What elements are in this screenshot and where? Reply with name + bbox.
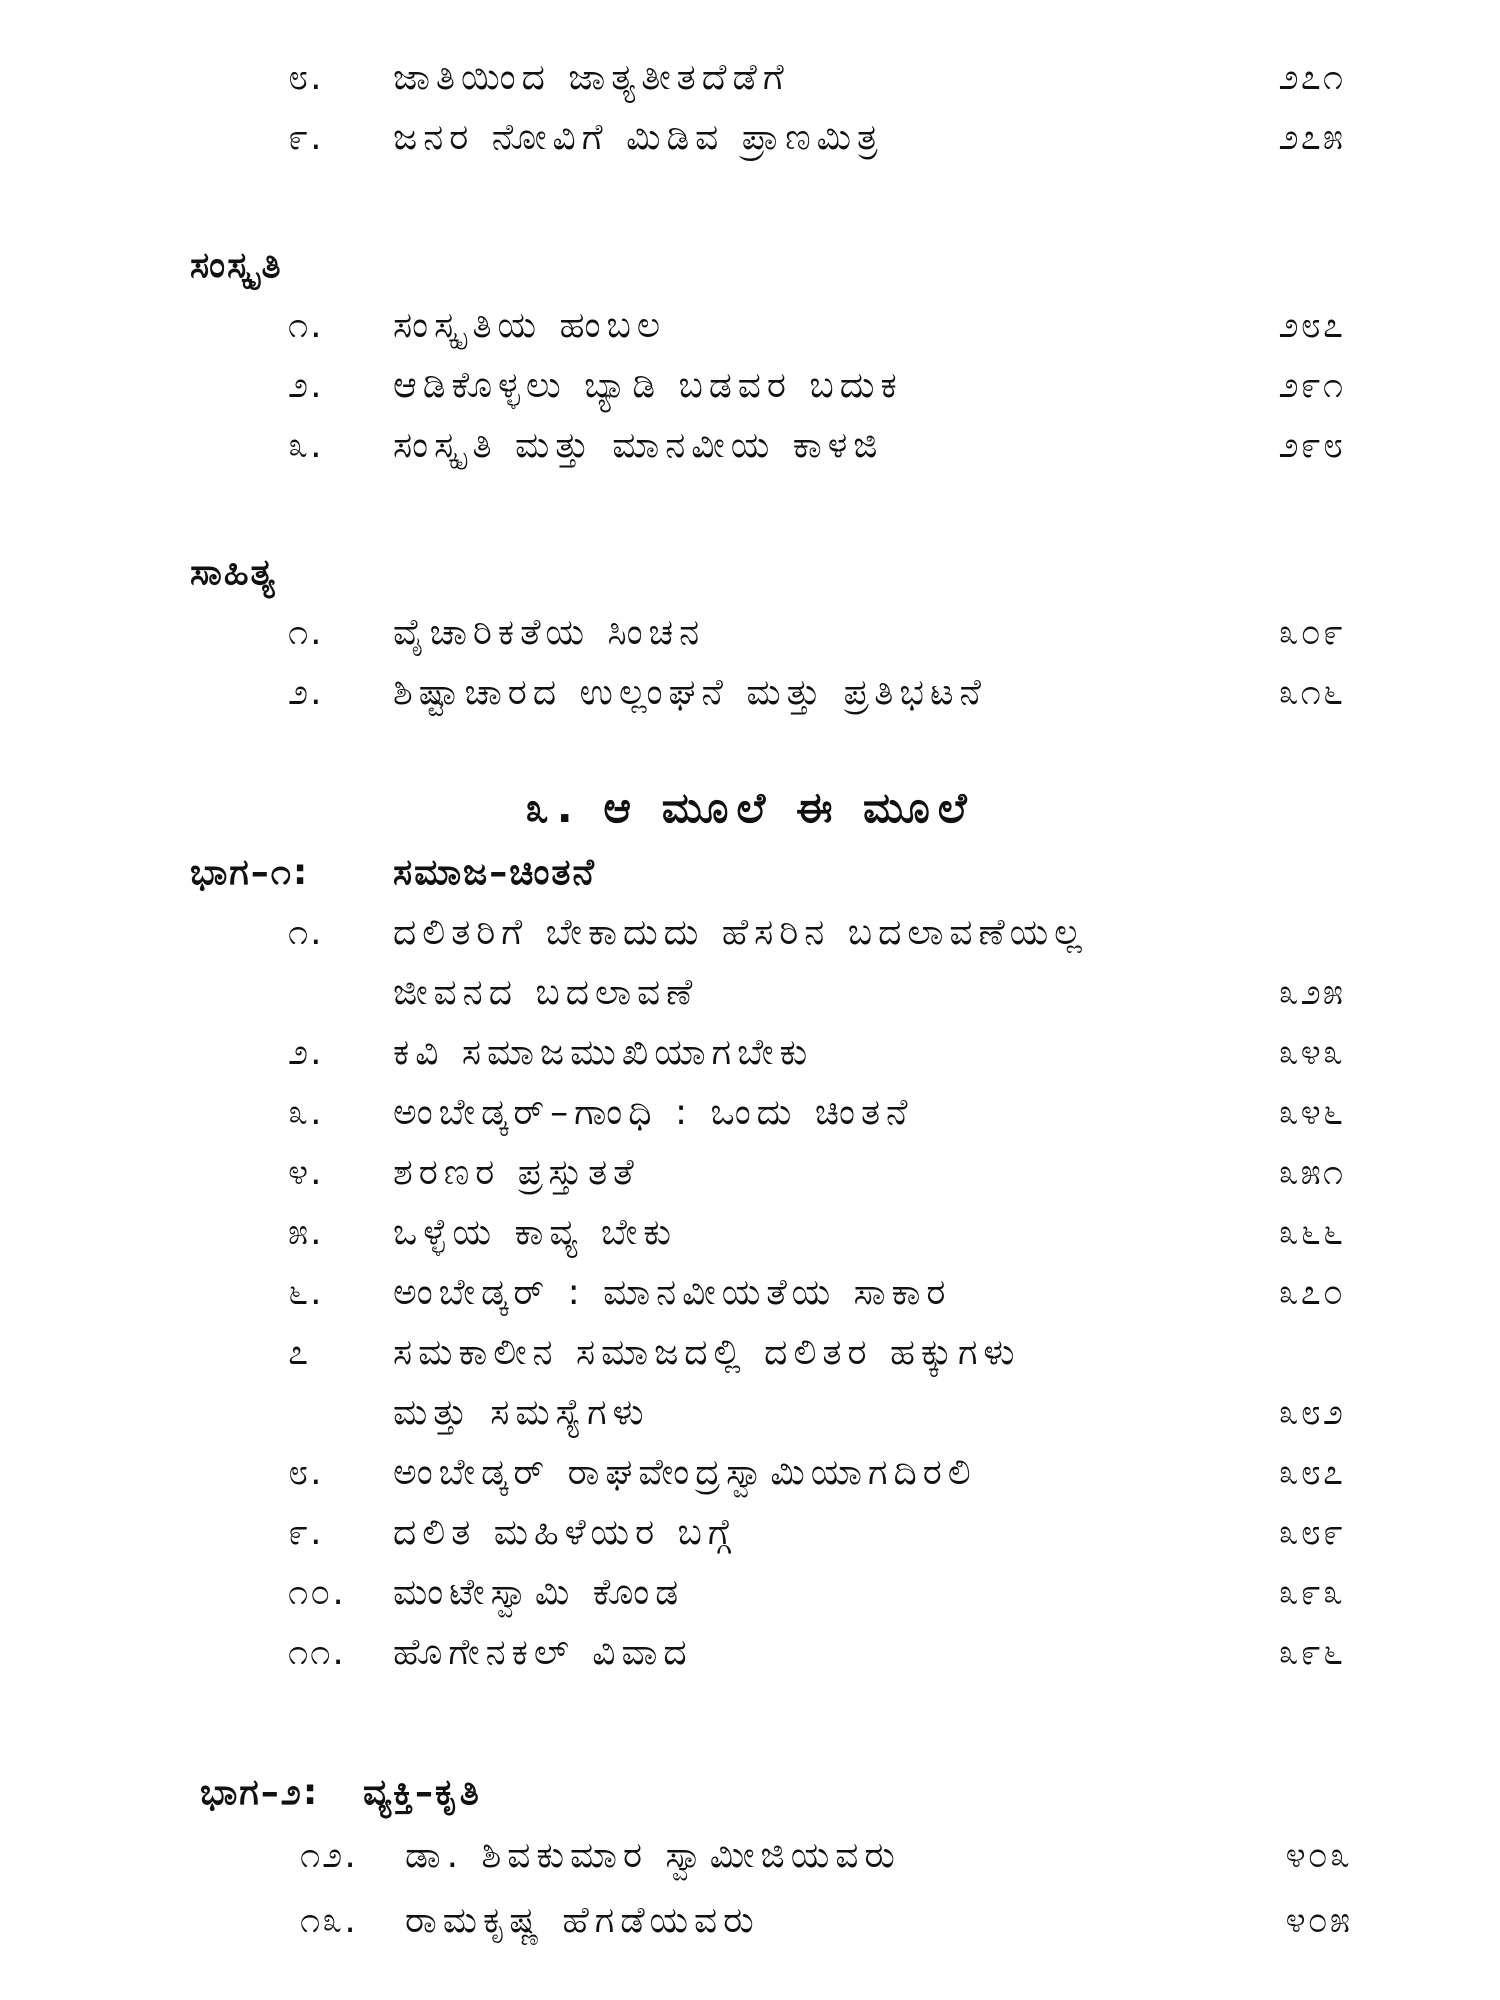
part-label: ಭಾಗ–೧:	[190, 852, 310, 893]
entry-number: ೨.	[288, 672, 324, 713]
entry-page-number: ೪೦೩	[1285, 1835, 1352, 1876]
toc-entry	[0, 1205, 1500, 1261]
entry-number: ೧೩.	[300, 1900, 358, 1941]
toc-entry	[0, 1893, 1500, 1949]
toc-entry	[0, 1385, 1500, 1441]
entry-title: ಜೀವನದ ಬದಲಾವಣೆ	[393, 972, 699, 1013]
toc-entry	[0, 50, 1500, 106]
entry-page-number: ೩೪೬	[1278, 1092, 1345, 1133]
toc-entry	[0, 1025, 1500, 1081]
toc-entry	[0, 110, 1500, 166]
entry-number: ೭	[288, 1332, 311, 1373]
entry-page-number: ೩೮೭	[1278, 1452, 1345, 1493]
entry-title: ಸಂಸ್ಕೃತಿಯ ಹಂಬಲ	[393, 305, 667, 346]
entry-title: ಆಡಿಕೊಳ್ಳಲು ಬ್ಯಾಡಿ ಬಡವರ ಬದುಕ	[393, 365, 903, 406]
entry-title: ಮತ್ತು ಸಮಸ್ಯೆಗಳು	[393, 1392, 650, 1433]
entry-page-number: ೩೨೫	[1278, 972, 1345, 1013]
entry-number: ೬.	[288, 1272, 324, 1313]
toc-entry	[0, 605, 1500, 661]
entry-page-number: ೩೦೯	[1278, 612, 1345, 653]
toc-entry	[0, 1085, 1500, 1141]
part-label: ಭಾಗ–೨:	[200, 1772, 320, 1813]
entry-page-number: ೩೬೬	[1278, 1212, 1345, 1253]
toc-entry	[0, 965, 1500, 1021]
part-heading	[0, 1765, 1500, 1821]
entry-number: ೪.	[288, 1152, 324, 1193]
entry-page-number: ೩೯೬	[1278, 1632, 1345, 1673]
entry-page-number: ೩೯೩	[1278, 1572, 1345, 1613]
entry-number: ೧೧.	[288, 1632, 346, 1673]
entry-title: ಶರಣರ ಪ್ರಸ್ತುತತೆ	[393, 1152, 640, 1193]
entry-page-number: ೪೦೫	[1285, 1900, 1352, 1941]
entry-title: ಕವಿ ಸಮಾಜಮುಖಿಯಾಗಬೇಕು	[393, 1032, 814, 1073]
entry-page-number: ೨೯೮	[1278, 425, 1345, 466]
entry-page-number: ೩೧೬	[1278, 672, 1345, 713]
entry-title: ಅಂಬೇಡ್ಕರ್ ರಾಘವೇಂದ್ರಸ್ವಾಮಿಯಾಗದಿರಲಿ	[393, 1452, 977, 1493]
entry-number: ೧.	[288, 305, 324, 346]
entry-number: ೫.	[288, 1212, 324, 1253]
toc-entry	[0, 418, 1500, 474]
entry-number: ೨.	[288, 1032, 324, 1073]
toc-entry	[0, 1625, 1500, 1681]
entry-title: ಒಳ್ಳೆಯ ಕಾವ್ಯ ಬೇಕು	[393, 1212, 677, 1253]
entry-page-number: ೩೮೯	[1278, 1512, 1345, 1553]
entry-title: ಜಾತಿಯಿಂದ ಜಾತ್ಯತೀತದೆಡೆಗೆ	[393, 57, 790, 98]
entry-number: ೯.	[288, 117, 324, 158]
entry-page-number: ೨೮೭	[1278, 305, 1345, 346]
toc-entry	[0, 358, 1500, 414]
entry-title: ಹೊಗೇನಕಲ್ ವಿವಾದ	[393, 1632, 693, 1673]
entry-number: ೮.	[288, 57, 324, 98]
entry-title: ರಾಮಕೃಷ್ಣ ಹೆಗಡೆಯವರು	[405, 1900, 760, 1941]
entry-number: ೩.	[288, 425, 324, 466]
entry-title: ದಲಿತರಿಗೆ ಬೇಕಾದುದು ಹೆಸರಿನ ಬದಲಾವಣೆಯಲ್ಲ	[393, 912, 1088, 953]
entry-page-number: ೩೭೦	[1278, 1272, 1345, 1313]
toc-entry	[0, 1828, 1500, 1884]
entry-number: ೮.	[288, 1452, 324, 1493]
entry-page-number: ೨೯೧	[1278, 365, 1345, 406]
entry-title: ಶಿಷ್ಟಾಚಾರದ ಉಲ್ಲಂಘನೆ ಮತ್ತು ಪ್ರತಿಭಟನೆ	[393, 672, 987, 713]
toc-entry	[0, 1145, 1500, 1201]
toc-entry	[0, 1325, 1500, 1381]
entry-title: ಮಂಟೇಸ್ವಾಮಿ ಕೊಂಡ	[393, 1572, 685, 1613]
toc-entry	[0, 1505, 1500, 1561]
entry-number: ೩.	[288, 1092, 324, 1133]
entry-number: ೨.	[288, 365, 324, 406]
entry-title: ಅಂಬೇಡ್ಕರ್ : ಮಾನವೀಯತೆಯ ಸಾಕಾರ	[393, 1272, 952, 1313]
entry-page-number: ೨೭೧	[1278, 57, 1345, 98]
toc-entry	[0, 1265, 1500, 1321]
part-title: ಸಮಾಜ–ಚಿಂತನೆ	[393, 852, 596, 893]
entry-page-number: ೩೪೩	[1278, 1032, 1345, 1073]
entry-page-number: ೩೫೧	[1278, 1152, 1345, 1193]
entry-number: ೧.	[288, 612, 324, 653]
entry-number: ೧೦.	[288, 1572, 346, 1613]
section-heading: ಸಂಸ್ಕೃತಿ	[190, 245, 283, 286]
entry-number: ೧.	[288, 912, 324, 953]
toc-entry	[0, 298, 1500, 354]
section-heading: ಸಾಹಿತ್ಯ	[190, 552, 277, 593]
toc-entry	[0, 665, 1500, 721]
entry-number: ೧೨.	[300, 1835, 358, 1876]
chapter-heading: ೩. ಆ ಮೂಲೆ ಈ ಮೂಲೆ	[525, 783, 975, 832]
toc-entry	[0, 1445, 1500, 1501]
entry-title: ಅಂಬೇಡ್ಕರ್–ಗಾಂಧಿ : ಒಂದು ಚಿಂತನೆ	[393, 1092, 914, 1133]
entry-page-number: ೨೭೫	[1278, 117, 1345, 158]
entry-title: ವೈಚಾರಿಕತೆಯ ಸಿಂಚನ	[393, 612, 706, 653]
entry-number: ೯.	[288, 1512, 324, 1553]
entry-title: ಡಾ. ಶಿವಕುಮಾರ ಸ್ವಾಮೀಜಿಯವರು	[405, 1835, 901, 1876]
entry-page-number: ೩೮೨	[1278, 1392, 1345, 1433]
entry-title: ಜನರ ನೋವಿಗೆ ಮಿಡಿವ ಪ್ರಾಣಮಿತ್ರ	[393, 117, 884, 158]
part-title: ವ್ಯಕ್ತಿ–ಕೃತಿ	[363, 1772, 481, 1813]
entry-title: ದಲಿತ ಮಹಿಳೆಯರ ಬಗ್ಗೆ	[393, 1512, 737, 1553]
part-heading	[0, 845, 1500, 901]
toc-entry	[0, 905, 1500, 961]
entry-title: ಸಂಸ್ಕೃತಿ ಮತ್ತು ಮಾನವೀಯ ಕಾಳಜಿ	[393, 425, 884, 466]
toc-entry	[0, 1565, 1500, 1621]
entry-title: ಸಮಕಾಲೀನ ಸಮಾಜದಲ್ಲಿ ದಲಿತರ ಹಕ್ಕುಗಳು	[393, 1332, 1021, 1373]
